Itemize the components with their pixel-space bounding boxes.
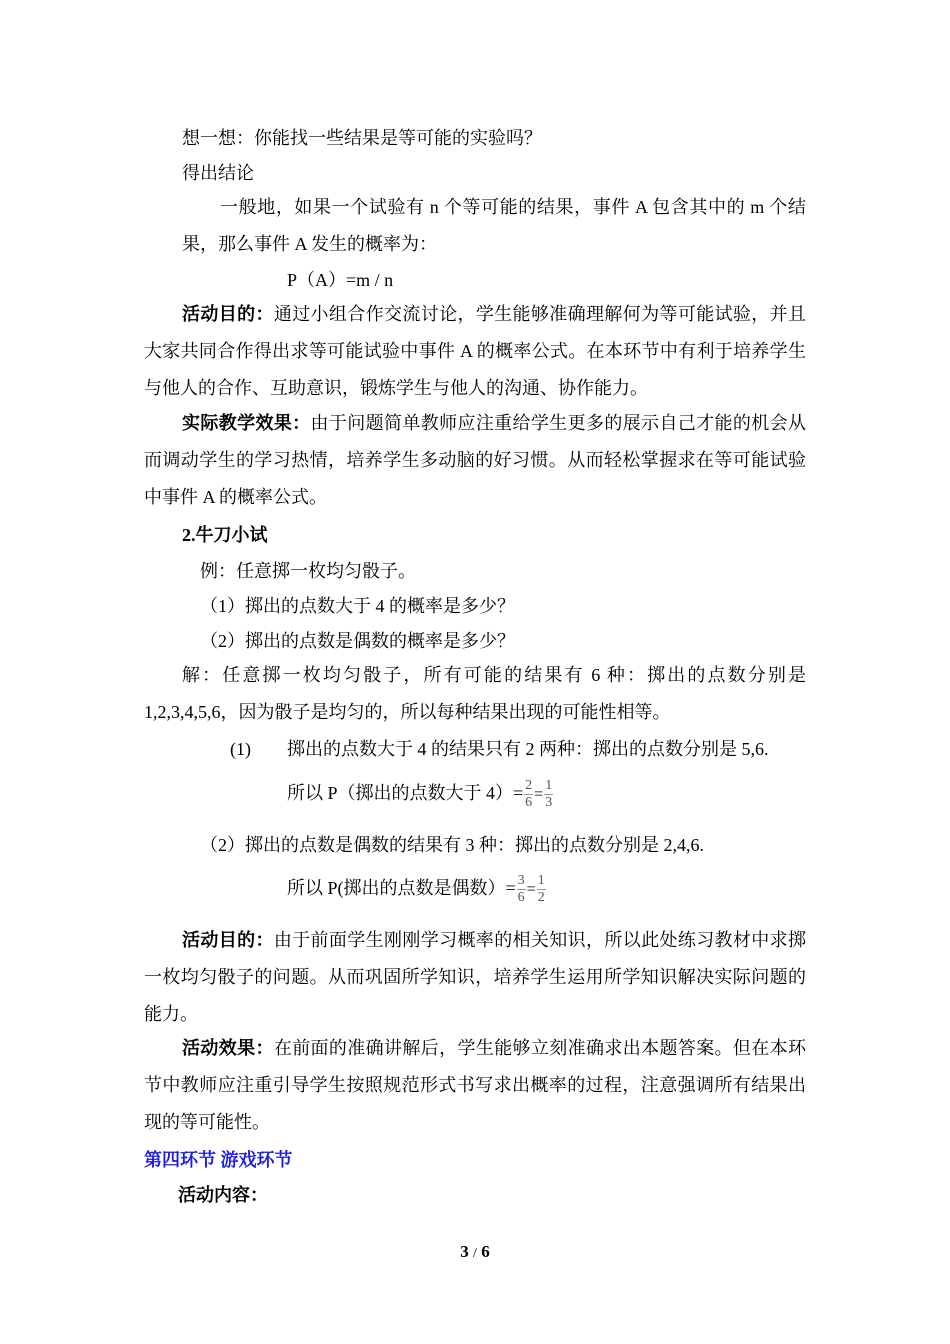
effect-paragraph-1 [144, 405, 806, 516]
purpose-paragraph-1 [144, 296, 806, 407]
solution-2-prefix: 所以 P(掷出的点数是偶数）= [287, 878, 516, 898]
think-prompt: 想一想：你能找一些结果是等可能的实验吗？ [182, 128, 542, 148]
purpose-label-1: 活动目的： [182, 304, 274, 324]
fraction-numerator: 1 [545, 778, 553, 794]
fraction-denominator: 3 [545, 795, 553, 811]
conclusion-paragraph [182, 189, 806, 263]
equals-sign: = [534, 786, 544, 803]
fraction-one-half [537, 873, 546, 906]
fraction-numerator: 3 [517, 873, 525, 889]
purpose-text-2: 由于前面学生刚刚学习概率的相关知识，所以此处练习教材中求掷一枚均匀骰子的问题。从而巩固所学知识，培养学生运用所学知识解决实际问题的能力。 [144, 930, 807, 1024]
effect-paragraph-2 [144, 1030, 806, 1141]
conclusion-text: 一般地，如果一个试验有 n 个等可能的结果，事件 A 包含其中的 m 个结果，那么事件 A 发生的概率为： [182, 197, 806, 254]
fraction-numerator: 2 [525, 778, 533, 794]
effect-text-1: 由于问题简单教师应注重给学生更多的展示自己才能的机会从而调动学生的学习热情，培养学生多动脑的好习惯。从而轻松掌握求在等可能试验中事件 A 的概率公式。 [144, 413, 806, 507]
effect-label-2: 活动效果： [182, 1038, 274, 1058]
purpose-text-1: 通过小组合作交流讨论，学生能够准确理解何为等可能试验，并且大家共同合作得出求等可能试验中事件 A 的概率公式。在本环节中有利于培养学生与他人的合作、互助意识，锻炼学生与他人的沟通、协作能力。 [144, 304, 807, 398]
solution-1-number: (1) [230, 739, 251, 759]
section-heading-game: 第四环节 游戏环节 [144, 1150, 293, 1170]
page-number [0, 1242, 950, 1262]
solution-2-result [287, 866, 547, 912]
page-total: 6 [481, 1242, 490, 1261]
conclusion-heading: 得出结论 [182, 163, 254, 183]
fraction-three-sixths [517, 873, 526, 906]
effect-label-1: 实际教学效果： [182, 413, 311, 433]
solution-1-result [287, 771, 554, 817]
question-1: （1）掷出的点数大于 4 的概率是多少？ [200, 596, 515, 616]
equals-sign: = [526, 881, 536, 898]
activity-content-label: 活动内容： [178, 1185, 268, 1205]
purpose-paragraph-2 [144, 922, 806, 1033]
solution-1-text: 掷出的点数大于 4 的结果只有 2 两种：掷出的点数分别是 5,6. [287, 739, 769, 759]
fraction-two-sixths [524, 778, 533, 811]
page-separator: / [473, 1246, 477, 1261]
section-heading-practice: 2.牛刀小试 [182, 525, 268, 545]
fraction-one-third [544, 778, 553, 811]
fraction-denominator: 2 [537, 890, 545, 906]
solution-2-text: （2）掷出的点数是偶数的结果有 3 种：掷出的点数分别是 2,4,6. [200, 835, 704, 855]
example-statement: 例：任意掷一枚均匀骰子。 [200, 561, 416, 581]
purpose-label-2: 活动目的： [182, 930, 274, 950]
fraction-numerator: 1 [537, 873, 545, 889]
fraction-denominator: 6 [517, 890, 525, 906]
solution-text: 解：任意掷一枚均匀骰子，所有可能的结果有 6 种：掷出的点数分别是 1,2,3,4,5,6，因为骰子是均匀的，所以每种结果出现的可能性相等。 [144, 665, 806, 722]
effect-text-2: 在前面的准确讲解后，学生能够立刻准确求出本题答案。但在本环节中教师应注重引导学生按照规范形式书写求出概率的过程，注意强调所有结果出现的等可能性。 [144, 1038, 807, 1132]
solution-paragraph [144, 657, 806, 731]
probability-formula: P（A）=m / n [287, 270, 394, 290]
solution-1-prefix: 所以 P（掷出的点数大于 4）= [287, 783, 524, 803]
question-2: （2）掷出的点数是偶数的概率是多少？ [200, 631, 515, 651]
page-current: 3 [460, 1242, 469, 1261]
fraction-denominator: 6 [525, 795, 533, 811]
